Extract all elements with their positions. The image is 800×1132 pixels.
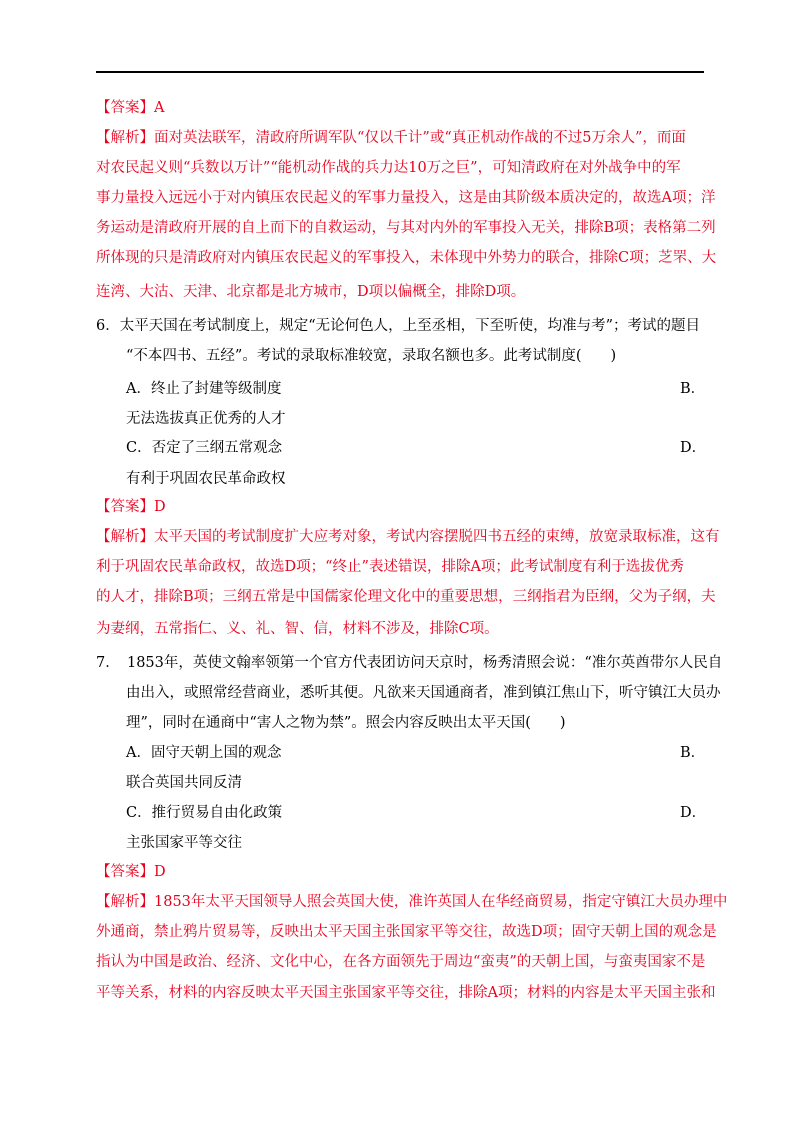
q6-option-d-label: D． <box>680 440 707 456</box>
q6-analysis-line: 的人才，排除B项；三纲五常是中国儒家伦理文化中的重要思想，三纲指君为臣纲，父为子纲，夫 <box>96 589 716 605</box>
q7-analysis-line: 外通商，禁止鸦片贸易等，反映出太平天国主张国家平等交往，故选D项；固守天朝上国的观念是 <box>96 924 717 940</box>
q6-option-b-text: 无法选拔真正优秀的人才 <box>126 411 286 427</box>
q5-answer: 【答案】A <box>96 100 165 116</box>
q7-analysis-line: 指认为中国是政治、经济、文化中心，在各方面领先于周边“蛮夷”的天朝上国，与蛮夷国家不是 <box>96 954 706 970</box>
q5-analysis-line: 事力量投入远远小于对内镇压农民起义的军事力量投入，这是由其阶级本质决定的，故选A项；洋 <box>96 190 716 206</box>
q6-option-c: C．否定了三纲五常观念 <box>126 440 283 456</box>
q6-option-b-label: B． <box>680 381 706 397</box>
q7-stem-line: 由出入，或照常经营商业，悉听其便。凡欲来天国通商者，准到镇江焦山下，听守镇江大员办 <box>126 685 721 701</box>
q5-analysis-line: 所体现的只是清政府对内镇压农民起义的军事投入，未体现中外势力的联合，排除C项；芝罘、大 <box>96 250 717 266</box>
q6-option-a: A．终止了封建等级制度 <box>126 381 282 397</box>
q6-analysis-line: 利于巩固农民革命政权，故选D项；“终止”表述错误，排除A项；此考试制度有利于选拔优秀 <box>96 559 684 575</box>
q7-answer: 【答案】D <box>96 864 166 880</box>
q5-analysis-line: 【解析】面对英法联军，清政府所调军队“仅以千计”或“真正机动作战的不过5万余人”，而面 <box>96 130 686 146</box>
q6-stem-line: 6．太平天国在考试制度上，规定“无论何色人，上至丞相，下至听使，均准与考”；考试的题目 <box>96 318 701 334</box>
q7-option-d-text: 主张国家平等交往 <box>126 835 242 851</box>
q6-analysis-line: 【解析】太平天国的考试制度扩大应考对象，考试内容摆脱四书五经的束缚，放宽录取标准，这有 <box>96 529 720 545</box>
q7-analysis-line: 平等关系，材料的内容反映太平天国主张国家平等交往，排除A项；材料的内容是太平天国主张和 <box>96 985 716 1001</box>
header-rule <box>96 71 704 73</box>
q6-answer: 【答案】D <box>96 499 166 515</box>
q6-analysis-line: 为妻纲，五常指仁、义、礼、智、信，材料不涉及，排除C项。 <box>96 621 499 637</box>
q7-stem-line: 理”，同时在通商中“害人之物为禁”。照会内容反映出太平天国( ) <box>126 715 566 731</box>
q5-analysis-line: 连湾、大沽、天津、北京都是北方城市，D项以偏概全，排除D项。 <box>96 284 526 300</box>
q7-stem-line: 7． 1853年，英使文翰率领第一个官方代表团访问天京时，杨秀清照会说：“准尔英酋带尔人民自 <box>96 655 723 671</box>
q7-option-b-label: B． <box>680 745 706 761</box>
q6-stem-line: “不本四书、五经”。考试的录取标准较宽，录取名额也多。此考试制度( ) <box>126 348 617 364</box>
q7-option-a: A．固守天朝上国的观念 <box>126 745 282 761</box>
q6-option-d-text: 有利于巩固农民革命政权 <box>126 471 286 487</box>
q5-analysis-line: 对农民起义则“兵数以万计”“能机动作战的兵力达10万之巨”，可知清政府在对外战争中的军 <box>96 160 681 176</box>
q7-option-b-text: 联合英国共同反清 <box>126 775 242 791</box>
q7-option-c: C．推行贸易自由化政策 <box>126 805 283 821</box>
q5-analysis-line: 务运动是清政府开展的自上而下的自救运动，与其对内外的军事投入无关，排除B项；表格第二列 <box>96 220 716 236</box>
q7-analysis-line: 【解析】1853年太平天国领导人照会英国大使，准许英国人在华经商贸易，指定守镇江大员办理中 <box>96 894 728 910</box>
q7-option-d-label: D． <box>680 805 707 821</box>
